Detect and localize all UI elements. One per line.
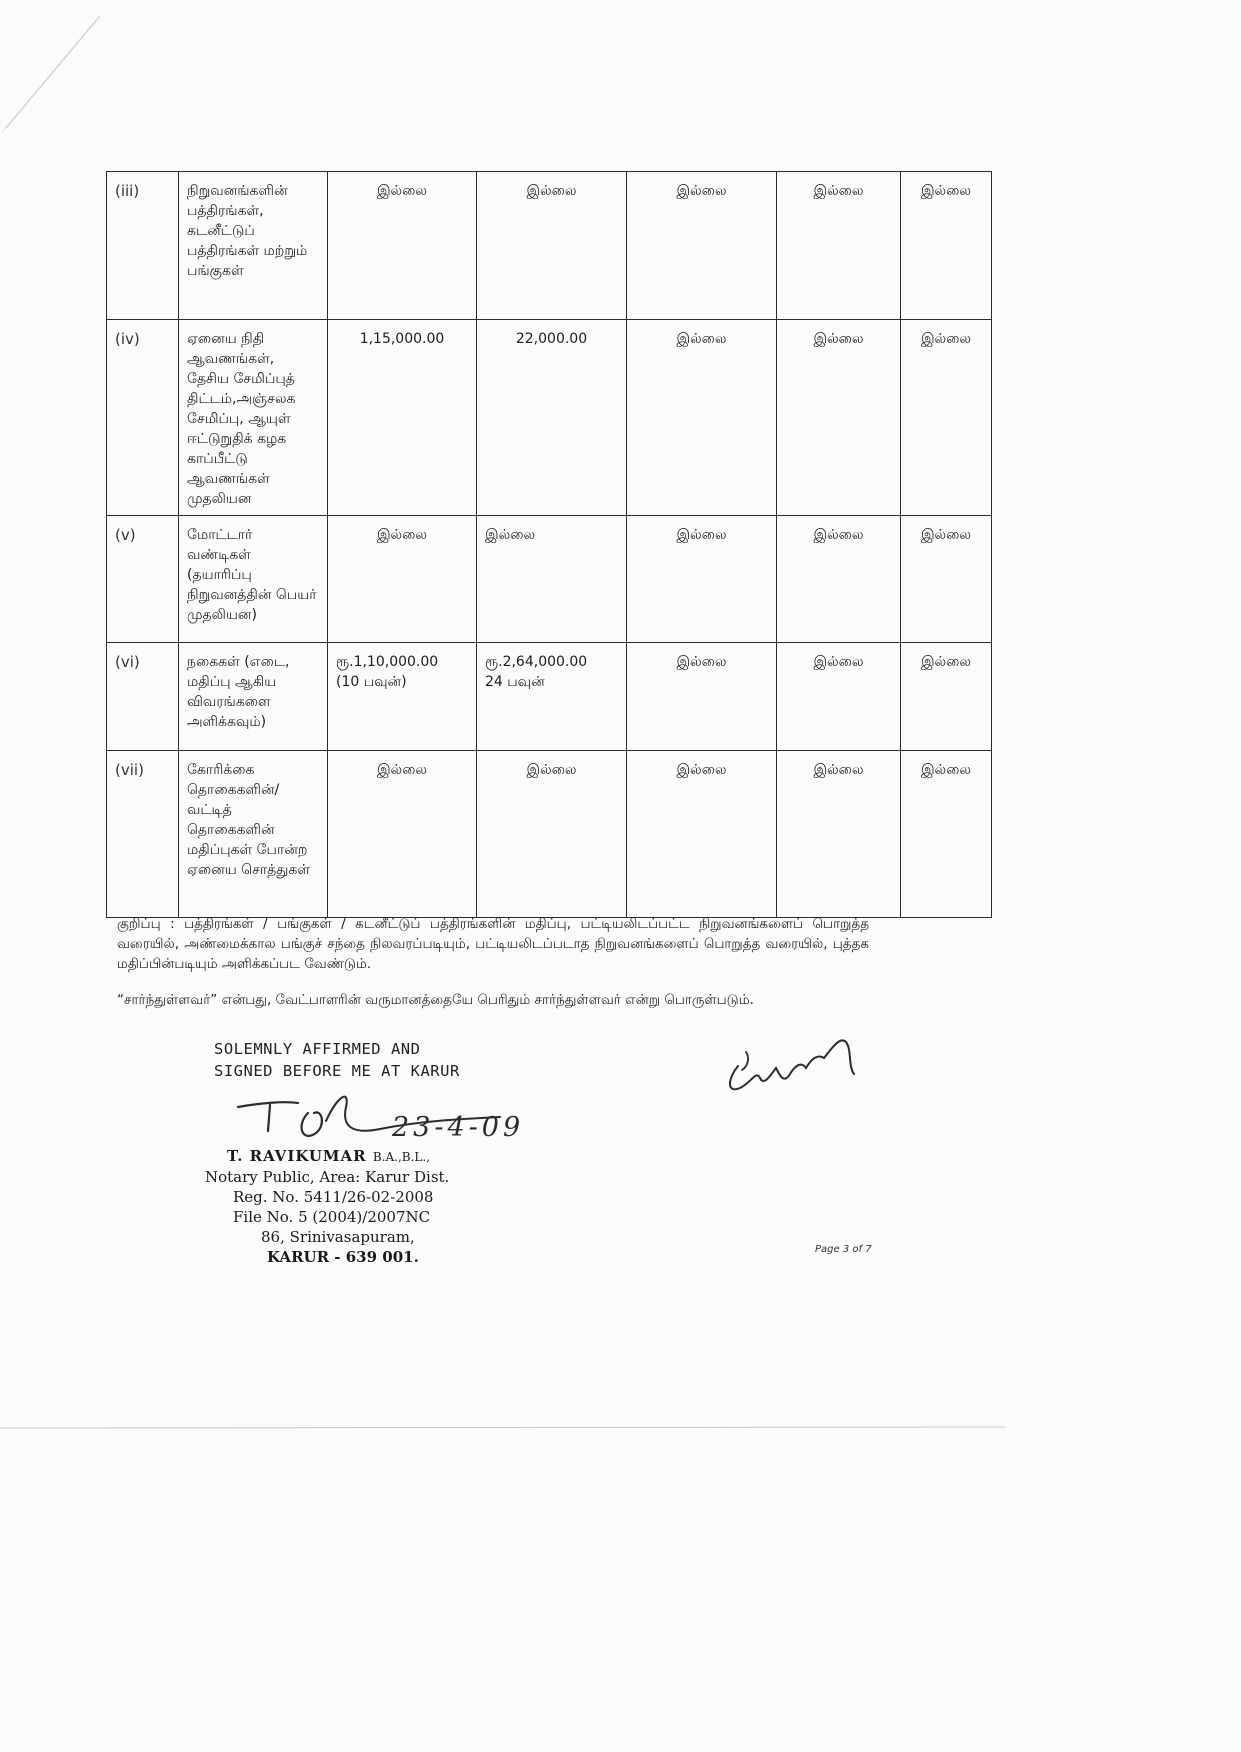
value-cell: இல்லை <box>901 643 992 751</box>
jewel-value: ரூ.2,64,000.00 <box>485 654 588 670</box>
value-cell: இல்லை <box>328 751 477 918</box>
page-number: Page 3 of 7 <box>815 1244 872 1255</box>
notary-reg: Reg. No. 5411/26-02-2008 <box>233 1188 434 1206</box>
value-cell: இல்லை <box>627 516 777 643</box>
stamp-line: SIGNED BEFORE ME AT KARUR <box>214 1062 460 1080</box>
notary-title: Notary Public, Area: Karur Dist. <box>205 1168 450 1186</box>
notary-qualification: B.A.,B.L., <box>372 1150 431 1164</box>
value-cell: இல்லை <box>777 320 901 516</box>
note-valuation: குறிப்பு : பத்திரங்கள் / பங்குகள் / கடனீட்டுப் பத்திரங்களின் மதிப்பு, பட்டியலிடப்பட்ட நிறுவனங்களைப் பொறுத்த வரையில், அண்மைக்கால பங்குச் சந்தை நிலவரப்படியும், பட்டியலிடப்படாத நிறுவனங்களைப் பொறுத்த வரையில், புத்தக மதிப்பின்படியும் அளிக்கப்பட வேண்டும். <box>117 916 869 972</box>
affirmation-stamp <box>214 1038 460 1082</box>
row-number: (iii) <box>107 172 179 320</box>
value-cell: இல்லை <box>328 172 477 320</box>
value-cell: இல்லை <box>627 751 777 918</box>
value-cell: இல்லை <box>627 643 777 751</box>
value-cell: இல்லை <box>777 643 901 751</box>
value-cell: 1,15,000.00 <box>328 320 477 516</box>
table-row <box>107 751 992 918</box>
value-cell: இல்லை <box>477 751 627 918</box>
value-cell <box>477 643 627 751</box>
row-description: மோட்டார் வண்டிகள் (தயாரிப்பு நிறுவனத்தின் பெயர் முதலியன) <box>179 516 328 643</box>
note-dependent: “சார்ந்துள்ளவர்” என்பது, வேட்பாளரின் வருமானத்தையே பெரிதும் சார்ந்துள்ளவர் என்று பொருள்படும். <box>117 992 754 1008</box>
notary-address: 86, Srinivasapuram, <box>261 1228 415 1246</box>
value-cell: இல்லை <box>477 516 627 643</box>
scan-corner-mark <box>0 0 120 140</box>
candidate-signature <box>720 1018 870 1108</box>
value-cell: இல்லை <box>777 172 901 320</box>
table-row <box>107 643 992 751</box>
jewel-value: ரூ.1,10,000.00 <box>336 654 439 670</box>
value-cell: இல்லை <box>477 172 627 320</box>
scan-fold-line <box>0 1425 1010 1431</box>
jewel-weight: (10 பவுன்) <box>336 674 407 690</box>
jewel-weight: 24 பவுன் <box>485 674 545 690</box>
notary-file: File No. 5 (2004)/2007NC <box>233 1208 431 1226</box>
value-cell: இல்லை <box>901 172 992 320</box>
table-row <box>107 172 992 320</box>
value-cell: இல்லை <box>328 516 477 643</box>
signature-date: 23-4-09 <box>392 1112 525 1143</box>
value-cell: இல்லை <box>777 751 901 918</box>
table-row <box>107 516 992 643</box>
notary-address: KARUR - 639 001. <box>267 1248 419 1266</box>
notary-seal <box>205 1146 449 1267</box>
table-row <box>107 320 992 516</box>
value-cell: இல்லை <box>777 516 901 643</box>
value-cell: 22,000.00 <box>477 320 627 516</box>
assets-table <box>106 171 992 918</box>
row-description: நகைகள் (எடை, மதிப்பு ஆகிய விவரங்களை அளிக்கவும்) <box>179 643 328 751</box>
row-number: (v) <box>107 516 179 643</box>
value-cell <box>328 643 477 751</box>
row-description: ஏனைய நிதி ஆவணங்கள், தேசிய சேமிப்புத் திட்டம்,அஞ்சலக சேமிப்பு, ஆயுள் ஈட்டுறுதிக் கழக காப்பீட்டு ஆவணங்கள் முதலியன <box>179 320 328 516</box>
row-description: கோரிக்கை தொகைகளின்/ வட்டித் தொகைகளின் மதிப்புகள் போன்ற ஏனைய சொத்துகள் <box>179 751 328 918</box>
value-cell: இல்லை <box>901 516 992 643</box>
notary-name: T. RAVIKUMAR <box>227 1147 367 1165</box>
row-number: (vi) <box>107 643 179 751</box>
value-cell: இல்லை <box>901 751 992 918</box>
stamp-line: SOLEMNLY AFFIRMED AND <box>214 1040 421 1058</box>
row-description: நிறுவனங்களின் பத்திரங்கள், கடனீட்டுப் பத்திரங்கள் மற்றும் பங்குகள் <box>179 172 328 320</box>
row-number: (iv) <box>107 320 179 516</box>
row-number: (vii) <box>107 751 179 918</box>
value-cell: இல்லை <box>627 320 777 516</box>
value-cell: இல்லை <box>627 172 777 320</box>
value-cell: இல்லை <box>901 320 992 516</box>
